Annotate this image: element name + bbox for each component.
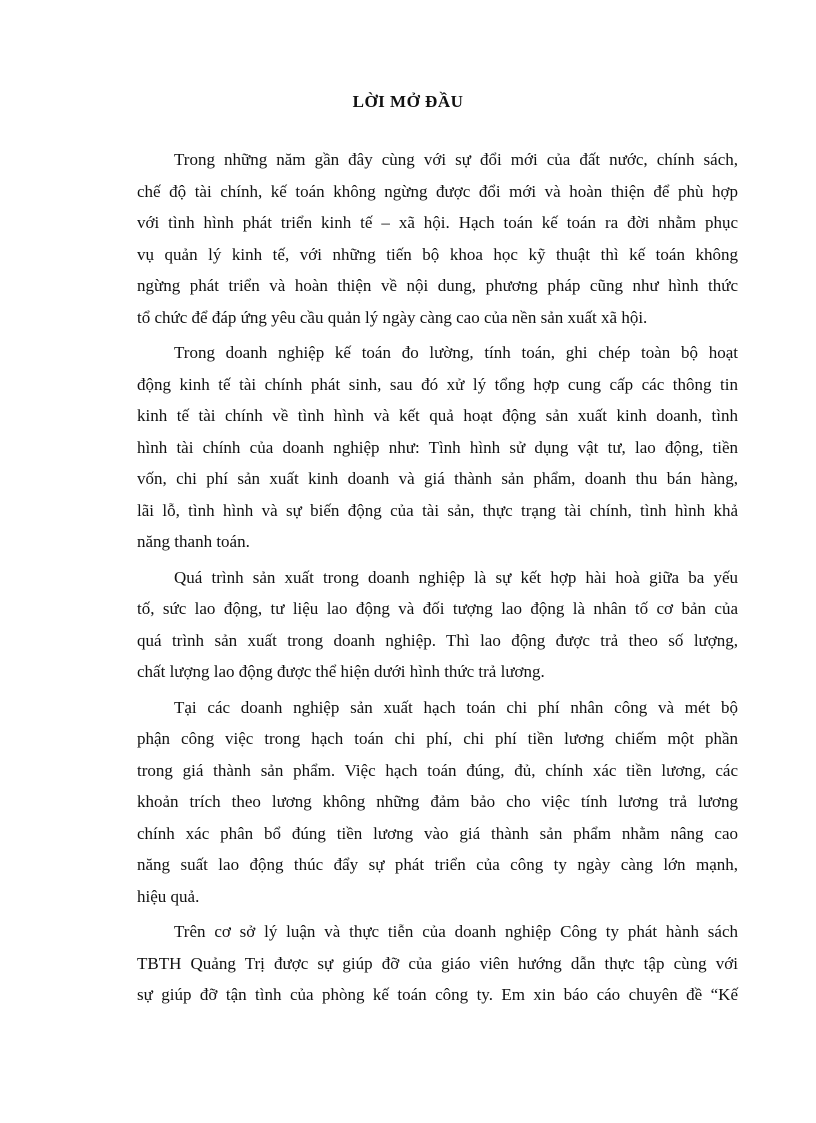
text-line: với tình hình phát triển kinh tế – xã hội. Hạch toán kế toán ra đời nhằm phục xyxy=(137,213,738,232)
text-line: chất lượng lao động được thể hiện dưới hình thức trả lương. xyxy=(137,662,545,681)
text-line: hiệu quả. xyxy=(137,887,200,906)
text-line: Trong doanh nghiệp kế toán đo lường, tính toán, ghi chép toàn bộ hoạt xyxy=(174,343,738,362)
text-line: trong giá thành sản phẩm. Việc hạch toán đúng, đủ, chính xác tiền lương, các xyxy=(137,761,738,780)
text-line: TBTH Quảng Trị được sự giúp đỡ của giáo viên hướng dẫn thực tập cùng với xyxy=(137,954,738,973)
text-line: Trên cơ sở lý luận và thực tiễn của doanh nghiệp Công ty phát hành sách xyxy=(174,922,738,941)
text-line: năng thanh toán. xyxy=(137,532,250,551)
text-line: chính xác phân bổ đúng tiền lương vào giá thành sản phẩm nhằm nâng cao xyxy=(137,824,738,843)
text-line: Quá trình sản xuất trong doanh nghiệp là sự kết hợp hài hoà giữa ba yếu xyxy=(174,568,738,587)
text-line: lãi lỗ, tình hình và sự biến động của tài sản, thực trạng tài chính, tình hình khả xyxy=(137,501,738,520)
text-line: phận công việc trong hạch toán chi phí, chi phí tiền lương chiếm một phần xyxy=(137,729,738,748)
text-line: khoản trích theo lương không những đảm bảo cho việc tính lương trả lương xyxy=(137,792,738,811)
text-line: chế độ tài chính, kế toán không ngừng được đổi mới và hoàn thiện để phù hợp xyxy=(137,182,738,201)
text-line: Trong những năm gần đây cùng với sự đổi mới của đất nước, chính sách, xyxy=(174,150,738,169)
text-line: vốn, chi phí sản xuất kinh doanh và giá thành sản phẩm, doanh thu bán hàng, xyxy=(137,469,738,488)
text-line: hình tài chính của doanh nghiệp như: Tình hình sử dụng vật tư, lao động, tiền xyxy=(137,438,738,457)
text-line: năng suất lao động thúc đẩy sự phát triển của công ty ngày càng lớn mạnh, xyxy=(137,855,738,874)
text-line: quá trình sản xuất trong doanh nghiệp. Thì lao động được trả theo số lượng, xyxy=(137,631,738,650)
text-line: động kinh tế tài chính phát sinh, sau đó xử lý tổng hợp cung cấp các thông tin xyxy=(137,375,738,394)
text-line: sự giúp đỡ tận tình của phòng kế toán công ty. Em xin báo cáo chuyên đề “Kế xyxy=(137,985,738,1004)
page-title: LỜI MỞ ĐẦU xyxy=(352,92,464,111)
text-line: tố, sức lao động, tư liệu lao động và đối tượng lao động là nhân tố cơ bản của xyxy=(137,599,738,618)
text-line: tổ chức để đáp ứng yêu cầu quản lý ngày càng cao của nền sản xuất xã hội. xyxy=(137,308,648,327)
text-line: kinh tế tài chính về tình hình và kết quả hoạt động sản xuất kinh doanh, tình xyxy=(137,406,738,425)
text-line: vụ quản lý kinh tế, với những tiến bộ khoa học kỹ thuật thì kế toán không xyxy=(137,245,738,264)
text-line: ngừng phát triển và hoàn thiện về nội dung, phương pháp cũng như hình thức xyxy=(137,276,738,295)
text-line: Tại các doanh nghiệp sản xuất hạch toán chi phí nhân công và mét bộ xyxy=(174,698,738,717)
